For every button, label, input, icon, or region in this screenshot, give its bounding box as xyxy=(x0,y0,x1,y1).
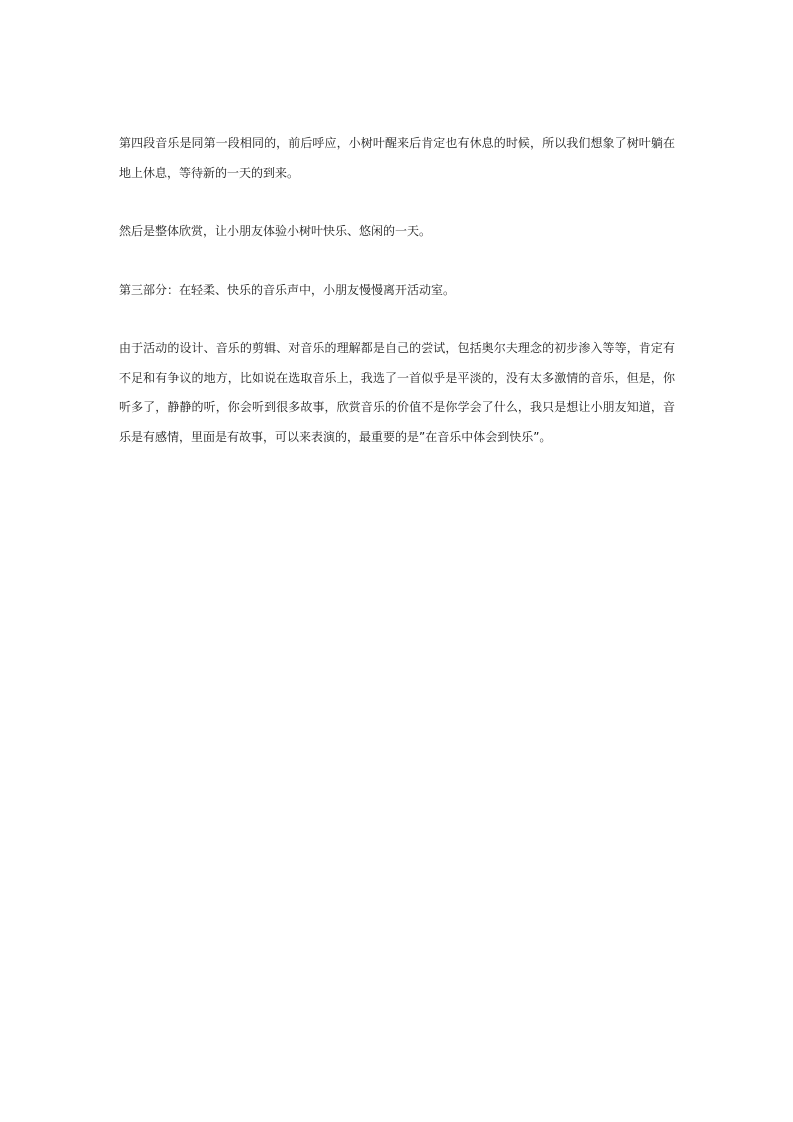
document-body xyxy=(119,129,675,481)
paragraph-overall-appreciation: 然后是整体欣赏，让小朋友体验小树叶快乐、悠闲的一天。 xyxy=(119,224,432,238)
paragraph-reflection: 由于活动的设计、音乐的剪辑、对音乐的理解都是自己的尝试，包括奥尔夫理念的初步渗入等等，肯定有不足和有争议的地方，比如说在选取音乐上，我选了一首似乎是平淡的，没有太多激情的音乐，但是，你听多了，静静的听，你会听到很多故事，欣赏音乐的价值不是你学会了什么，我只是想让小朋友知道，音乐是有感情，里面是有故事，可以来表演的，最重要的是”在音乐中体会到快乐”。 xyxy=(119,341,675,444)
paragraph-fourth-music-section: 第四段音乐是同第一段相同的，前后呼应，小树叶醒来后肯定也有休息的时候，所以我们想象了树叶躺在地上休息，等待新的一天的到来。 xyxy=(119,136,675,180)
paragraph-part-three: 第三部分：在轻柔、快乐的音乐声中，小朋友慢慢离开活动室。 xyxy=(119,282,456,297)
